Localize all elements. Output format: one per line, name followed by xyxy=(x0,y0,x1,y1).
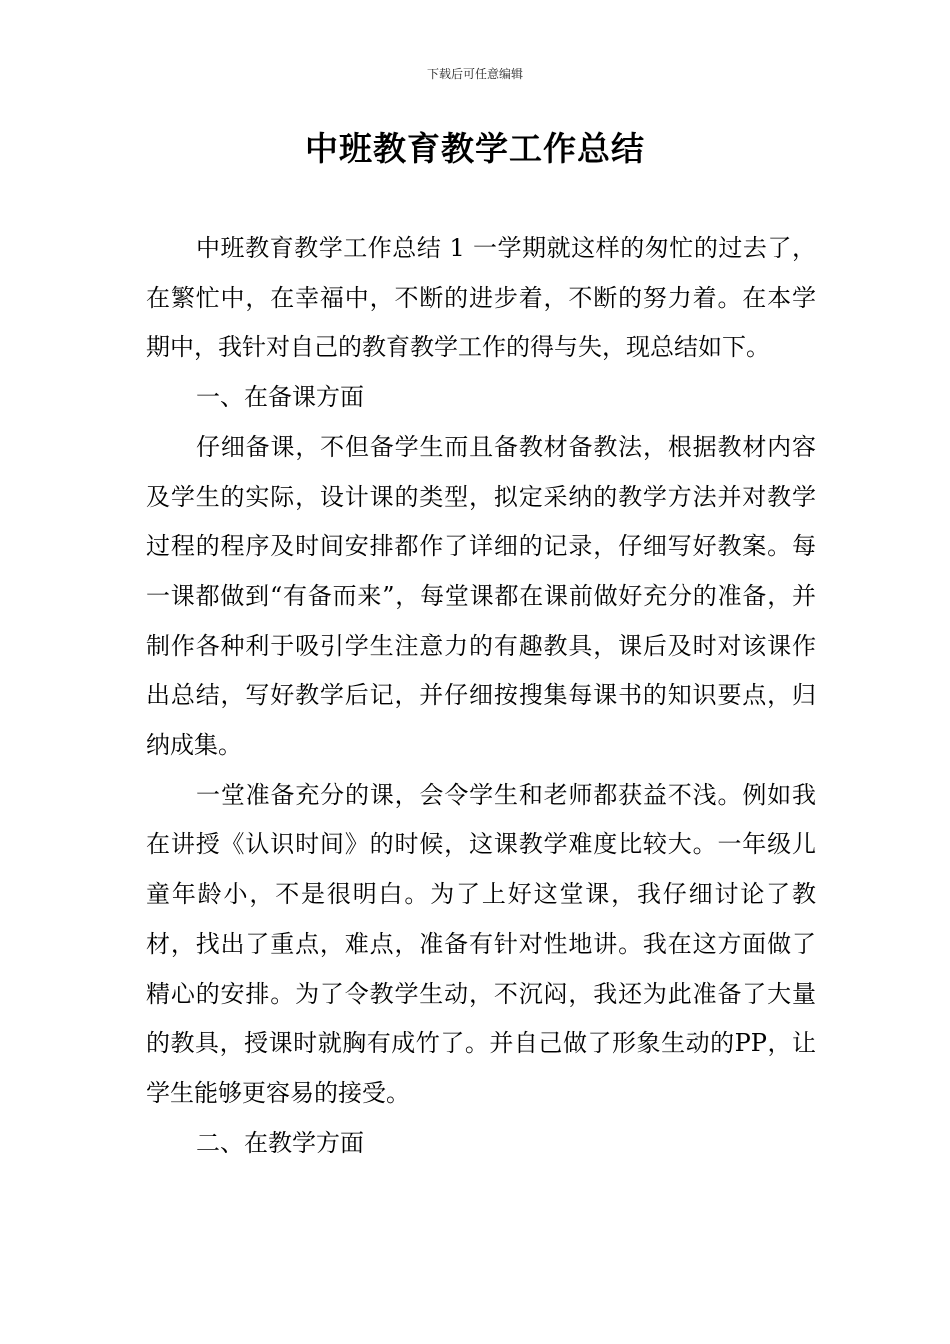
header-note: 下载后可任意编辑 xyxy=(426,67,523,81)
paragraph-example: 一堂准备充分的课，会令学生和老师都获益不浅。例如我在讲授《认识时间》的时候，这课教学难度比较大。一年级儿童年龄小，不是很明白。为了上好这堂课，我仔细讨论了教材，找出了重点，难点，准备有针对性地讲。我在这方面做了精心的安排。为了令教学生动，不沉闷，我还为此准备了大量的教具，授课时就胸有成竹了。并自己做了形象生动的PP，让学生能够更容易的接受。 xyxy=(146,780,816,1107)
paragraph-intro: 中班教育教学工作总结 1 一学期就这样的匆忙的过去了，在繁忙中，在幸福中，不断的进步着，不断的努力着。在本学期中，我针对自己的教育教学工作的得与失，现总结如下。 xyxy=(146,234,816,362)
page-title: 中班教育教学工作总结 xyxy=(305,129,645,168)
section-heading-teaching: 二、在教学方面 xyxy=(196,1128,364,1157)
document-body xyxy=(146,224,816,1168)
section-heading-lesson-prep: 一、在备课方面 xyxy=(196,383,364,412)
paragraph-lesson-prep: 仔细备课，不但备学生而且备教材备教法，根据教材内容及学生的实际，设计课的类型，拟定采纳的教学方法并对教学过程的程序及时间安排都作了详细的记录，仔细写好教案。每一课都做到“有备而来”，每堂课都在课前做好充分的准备，并制作各种利于吸引学生注意力的有趣教具，课后及时对该课作出总结，写好教学后记，并仔细按搜集每课书的知识要点，归纳成集。 xyxy=(146,432,816,760)
